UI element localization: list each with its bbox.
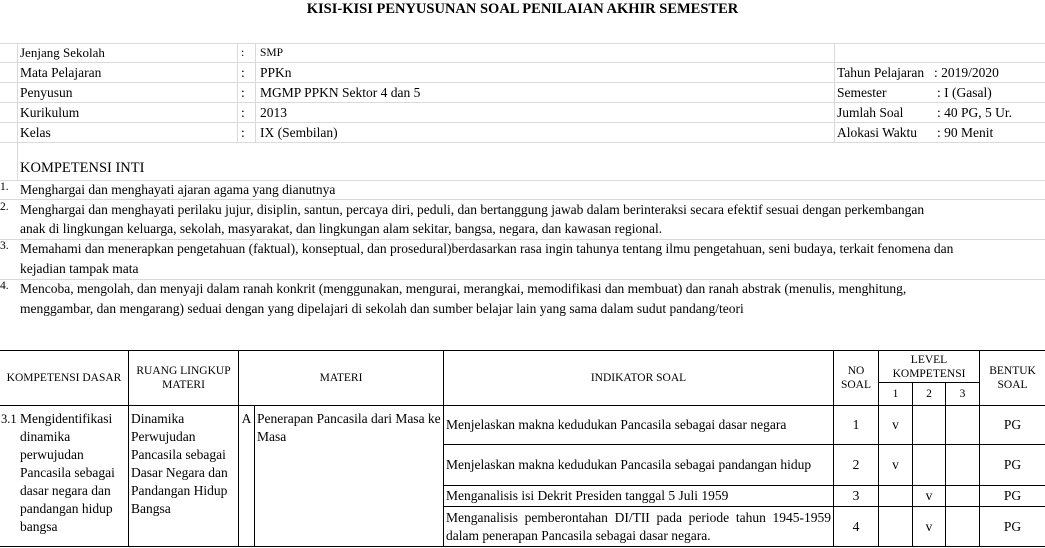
bentuk-soal-cell: PG [980,507,1045,547]
no-soal-cell: 4 [834,507,879,547]
gridline [0,43,1045,44]
gridline [0,62,1045,63]
level-1-cell [879,507,913,547]
bentuk-soal-cell: PG [980,445,1045,486]
indikator-cell: Menganalisis pemberontahan DI/TII pada periode tahun 1945-1959 dalam penerapan Pancasila sebagai dasar negara. [444,507,834,547]
kd-cell [0,406,129,547]
info-separator: : [241,85,245,100]
kd-text: Mengidentifikasi dinamika perwujudan Pancasila sebagai dasar negara dan pandangan hidup bangsa [20,411,115,534]
level-2-cell: v [913,486,946,507]
gridline [0,82,1045,83]
info-label: Semester [837,85,887,100]
info-value: : 2019/2020 [934,65,999,80]
header-level-1: 1 [879,383,913,406]
header-materi: MATERI [239,351,444,406]
ki-text: Menghargai dan menghayati perilaku jujur, disiplin, santun, percaya diri, peduli, dan bertanggung jawab dalam berinteraksi secara efektif sesuai dengan perkembangan [20,202,925,217]
info-separator: : [241,45,245,59]
info-label: Penyusun [20,85,73,100]
info-label: Alokasi Waktu [837,125,918,140]
ruang-lingkup-cell: Dinamika Perwujudan Pancasila sebagai Dasar Negara dan Pandangan Hidup Bangsa [129,406,239,547]
info-value: IX (Sembilan) [260,125,338,140]
level-1-cell: v [879,445,913,486]
header-level-2: 2 [913,383,946,406]
gridline [255,43,256,142]
bentuk-soal-cell: PG [980,486,1045,507]
info-separator: : [241,125,245,140]
no-soal-cell: 2 [834,445,879,486]
gridline [0,102,1045,103]
header-kompetensi-dasar: KOMPETENSI DASAR [0,351,129,406]
ki-number: 2. [0,201,9,213]
ki-text: Mencoba, mengolah, dan menyaji dalam ranah konkrit (menggunakan, mengurai, merangkai, memodifikasi dan membuat) dan ranah abstrak (menulis, menghitung, [20,281,907,296]
ki-number: 3. [0,240,9,252]
level-3-cell [946,486,980,507]
bentuk-soal-cell: PG [980,406,1045,445]
gridline [17,43,18,181]
no-soal-cell: 1 [834,406,879,445]
level-3-cell [946,507,980,547]
gridline [0,122,1045,123]
info-value: SMP [260,47,284,59]
gridline [0,239,1045,240]
header-level-3: 3 [946,383,980,406]
indikator-cell: Menganalisis isi Dekrit Presiden tanggal 5 Juli 1959 [444,486,834,507]
header-ruang-lingkup: RUANG LINGKUP MATERI [129,351,239,406]
info-value: MGMP PPKN Sektor 4 dan 5 [260,85,421,100]
info-label: Kurikulum [20,105,80,120]
info-label: Jumlah Soal [837,105,904,120]
ki-heading: KOMPETENSI INTI [20,160,145,176]
level-3-cell [946,445,980,486]
level-3-cell [946,406,980,445]
ki-text: menggambar, dan mengarang) seduai dengan yang dipelajari di sekolah dan sumber belajar lain yang sama dalam sudut pandang/teori [20,301,744,316]
indikator-cell: Menjelaskan makna kedudukan Pancasila sebagai dasar negara [444,406,834,445]
info-label: Jenjang Sekolah [20,45,105,60]
info-value: : 90 Menit [937,125,994,140]
document-title: KISI-KISI PENYUSUNAN SOAL PENILAIAN AKHIR SEMESTER [306,1,739,17]
gridline [0,279,1045,280]
info-label: Mata Pelajaran [20,65,102,80]
ki-text: Menghargai dan menghayati ajaran agama yang dianutnya [20,182,336,197]
info-label: Kelas [20,125,51,140]
ki-text: kejadian tampak mata [20,261,139,276]
info-value: 2013 [260,105,287,120]
info-value: PPKn [260,65,292,80]
info-value: : 40 PG, 5 Ur. [937,105,1013,120]
table-row [0,406,1045,445]
level-1-cell: v [879,406,913,445]
info-label: Tahun Pelajaran [837,65,925,80]
indikator-cell: Menjelaskan makna kedudukan Pancasila sebagai pandangan hidup [444,445,834,486]
info-value: : I (Gasal) [937,85,992,100]
info-separator: : [241,65,245,80]
ki-text: anak di lingkungan keluarga, sekolah, masyarakat, dan lingkungan alam sekitar, bangsa, negara, dan kawasan regional. [20,221,663,236]
info-separator: : [241,105,245,120]
gridline [0,199,1045,200]
kisi-kisi-table [0,350,1045,547]
no-soal-cell: 3 [834,486,879,507]
header-bentuk-soal: BENTUK SOAL [980,351,1045,406]
ki-number: 4. [0,280,9,292]
ki-number: 1. [0,181,9,193]
gridline [834,43,835,142]
header-level-kompetensi: LEVEL KOMPETENSI [879,351,980,383]
level-2-cell [913,445,946,486]
kd-number: 3.1 [1,412,17,426]
ki-text: Memahami dan menerapkan pengetahuan (faktual), konseptual, dan prosedural)berdasarkan rasa ingin tahunya tentang ilmu pengetahuan, seni budaya, terkait fenomena dan [20,241,954,256]
gridline [0,180,1045,181]
header-indikator-soal: INDIKATOR SOAL [444,351,834,406]
level-1-cell [879,486,913,507]
level-2-cell [913,406,946,445]
level-2-cell: v [913,507,946,547]
materi-letter: A [239,406,255,547]
materi-cell: Penerapan Pancasila dari Masa ke Masa [255,406,444,547]
gridline [0,142,1045,143]
gridline [237,43,238,142]
table-header-row [0,351,1045,383]
header-no-soal: NO SOAL [834,351,879,406]
